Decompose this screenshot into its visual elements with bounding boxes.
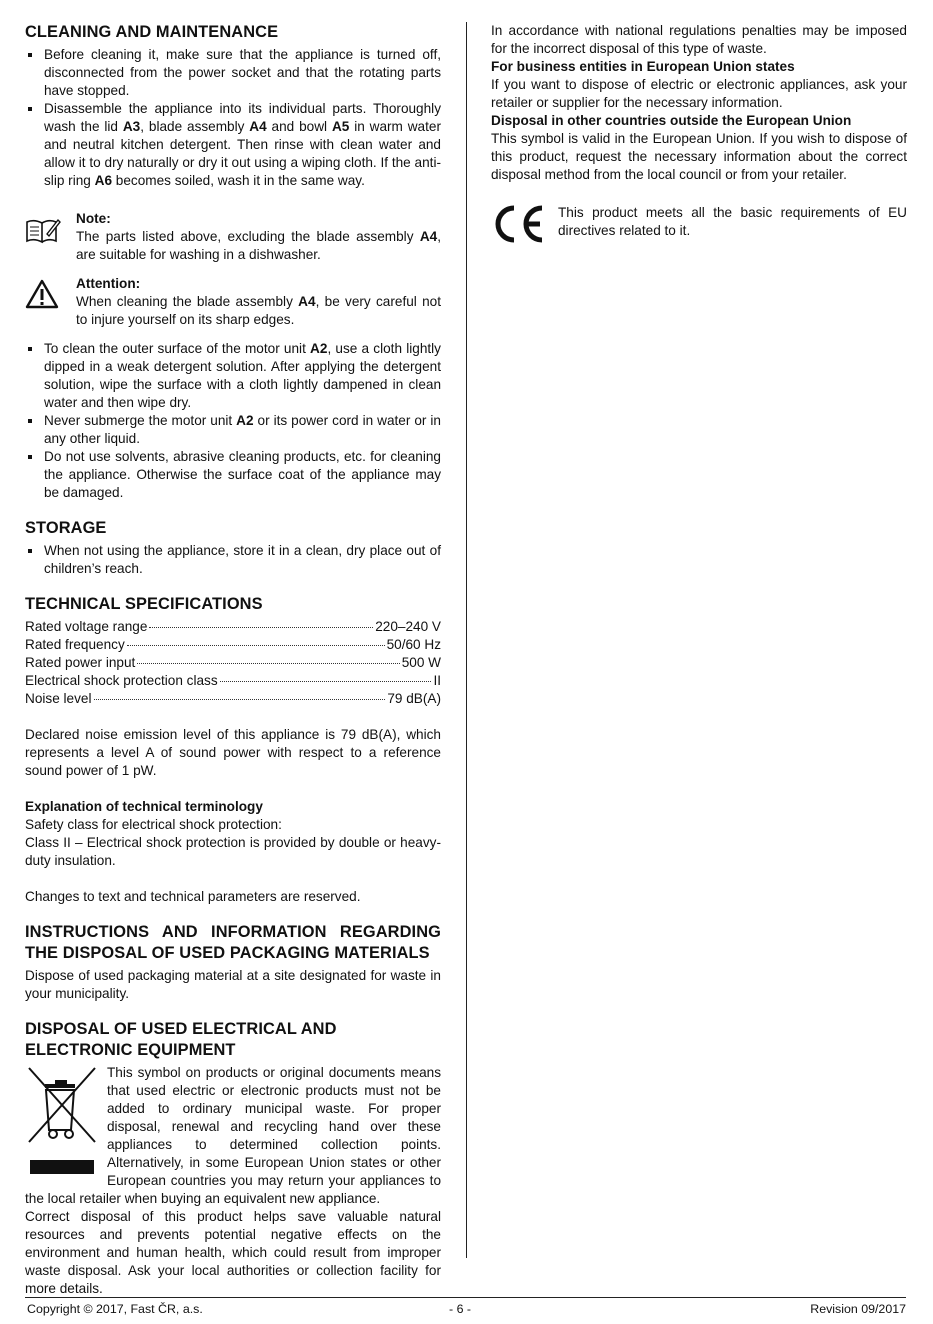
spec-row: Noise level 79 dB(A) (25, 691, 441, 706)
terminology-line: Class II – Electrical shock protection is provided by double or heavy-duty insulation. (25, 835, 441, 868)
cleaning-list-2 (25, 340, 441, 502)
list-item: When not using the appliance, store it in a clean, dry place out of children’s reach. (25, 542, 441, 578)
specs-table (25, 618, 441, 708)
book-pencil-icon (25, 218, 61, 249)
right-column (491, 22, 907, 240)
note-callout (25, 210, 441, 264)
weee-text: This symbol on products or original documents means that used electric or electronic products must not be added to ordinary municipal waste. For proper disposal, renewal and recycling hand over these appliances to determined collection points. Alternatively, in some European Union states or other European countries you may return your appliances to the local retailer when buying an equivalent new appliance. (25, 1065, 441, 1206)
note-text: The parts listed above, excluding the blade assembly A4, are suitable for washing in a dishwasher. (76, 229, 441, 262)
spec-row: Electrical shock protection class II (25, 673, 441, 688)
storage-list (25, 542, 441, 578)
penalties-text: In accordance with national regulations penalties may be imposed for the incorrect disposal of this type of waste. (491, 23, 907, 56)
cleaning-heading: CLEANING AND MAINTENANCE (25, 23, 279, 41)
crossed-out-wheelie-bin-icon (25, 1066, 99, 1178)
list-item: Never submerge the motor unit A2 or its power cord in water or in any other liquid. (25, 412, 441, 448)
changes-text: Changes to text and technical parameters are reserved. (25, 889, 361, 904)
footer-revision: Revision 09/2017 (810, 1302, 906, 1316)
packaging-text: Dispose of used packaging material at a site designated for waste in your municipality. (25, 968, 441, 1001)
note-title: Note: (76, 211, 111, 226)
spec-row: Rated power input 500 W (25, 655, 441, 670)
list-item: Before cleaning it, make sure that the appliance is turned off, disconnected from the power socket and that the rotating parts have stopped. (25, 46, 441, 100)
left-column (25, 22, 441, 1298)
terminology-title: Explanation of technical terminology (25, 799, 263, 814)
weee-block (25, 1064, 441, 1298)
business-text: If you want to dispose of electric or electronic appliances, ask your retailer or supplier for the necessary information. (491, 77, 907, 110)
footer-copyright: Copyright © 2017, Fast ČR, a.s. (27, 1302, 203, 1316)
warning-triangle-icon (25, 279, 59, 314)
storage-heading: STORAGE (25, 519, 107, 537)
ce-block (491, 204, 907, 240)
attention-callout (25, 275, 441, 329)
footer-rule (25, 1297, 906, 1298)
packaging-heading: INSTRUCTIONS AND INFORMATION REGARDING THE DISPOSAL OF USED PACKAGING MATERIALS (25, 923, 441, 962)
list-item: Disassemble the appliance into its individual parts. Thoroughly wash the lid A3, blade assembly A4 and bowl A5 in warm water and neutral kitchen detergent. Then rinse with clean water and allow it to dry naturally or dry it out using a wiping cloth. If the anti-slip ring A6 becomes soiled, wash it in the same way. (25, 100, 441, 190)
attention-text: When cleaning the blade assembly A4, be very careful not to injure yourself on its sharp edges. (76, 294, 441, 327)
terminology-line: Safety class for electrical shock protection: (25, 817, 282, 832)
spec-row: Rated voltage range 220–240 V (25, 619, 441, 634)
outside-eu-heading: Disposal in other countries outside the European Union (491, 113, 852, 128)
ce-text: This product meets all the basic requirements of EU directives related to it. (558, 205, 907, 238)
list-item: Do not use solvents, abrasive cleaning products, etc. for cleaning the appliance. Otherwise the surface coat of the appliance may be damaged. (25, 448, 441, 502)
attention-title: Attention: (76, 276, 141, 291)
specs-heading: TECHNICAL SPECIFICATIONS (25, 595, 263, 613)
noise-text: Declared noise emission level of this appliance is 79 dB(A), which represents a level A of sound power with respect to a reference sound power of 1 pW. (25, 727, 441, 778)
weee-text-2: Correct disposal of this product helps save valuable natural resources and prevents potential negative effects on the environment and human health, which could result from improper waste disposal. Ask your local authorities or collection facility for more details. (25, 1209, 441, 1296)
list-item: To clean the outer surface of the motor unit A2, use a cloth lightly dipped in a weak detergent solution. After applying the detergent solution, wipe the surface with a cloth lightly dampened in clean water and then wipe dry. (25, 340, 441, 412)
outside-eu-text: This symbol is valid in the European Union. If you wish to dispose of this product, request the necessary information about the correct disposal method from the local council or from your retailer. (491, 131, 907, 182)
footer-page-number: - 6 - (449, 1302, 472, 1316)
ce-mark-icon (492, 204, 546, 244)
cleaning-list (25, 46, 441, 190)
weee-heading: DISPOSAL OF USED ELECTRICAL AND ELECTRONIC EQUIPMENT (25, 1020, 337, 1059)
column-divider (466, 22, 467, 1258)
business-heading: For business entities in European Union states (491, 59, 795, 74)
spec-row: Rated frequency 50/60 Hz (25, 637, 441, 652)
